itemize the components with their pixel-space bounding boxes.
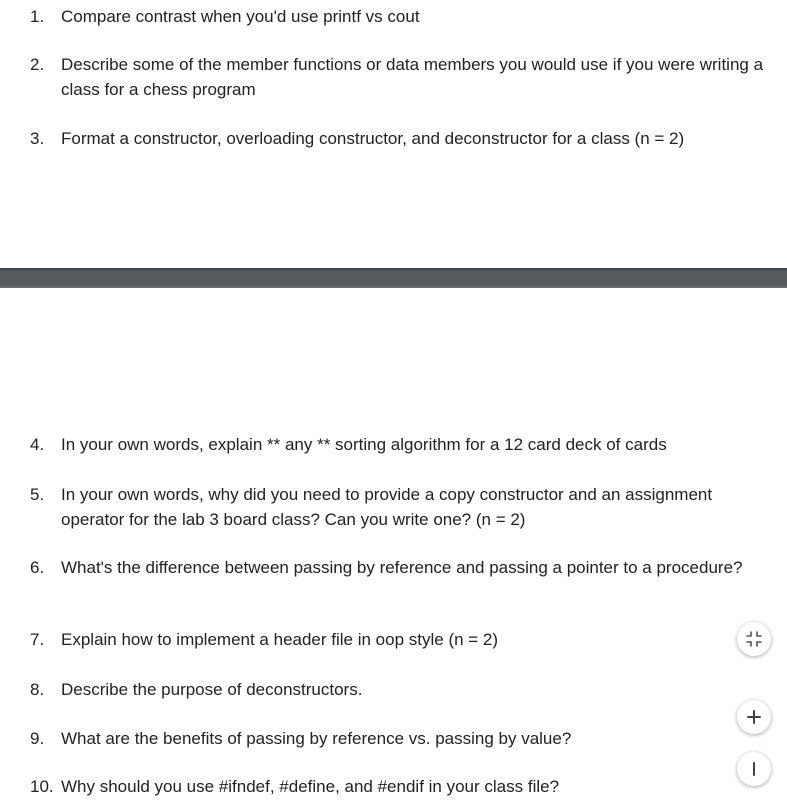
fit-page-icon	[745, 630, 763, 648]
question-number: 7.	[30, 630, 45, 649]
question-text: Explain how to implement a header file in oop style (n = 2)	[61, 630, 499, 649]
question-number: 5.	[30, 485, 45, 504]
question-text: In your own words, why did you need to provide a copy constructor and an assignment operator for the lab 3 board class? Can you write one? (n = 2)	[61, 485, 713, 529]
question-text: Format a constructor, overloading constructor, and deconstructor for a class (n = 2)	[61, 129, 685, 148]
question-number: 4.	[30, 435, 45, 454]
zoom-out-button[interactable]	[737, 752, 771, 786]
question-number: 10.	[30, 777, 54, 796]
question-number: 3.	[30, 129, 45, 148]
question-text: What are the benefits of passing by reference vs. passing by value?	[61, 729, 572, 748]
question-2	[30, 52, 775, 102]
page-separator	[0, 268, 787, 288]
question-text: Why should you use #ifndef, #define, and #endif in your class file?	[61, 777, 560, 796]
question-number: 1.	[30, 7, 45, 26]
question-number: 2.	[30, 55, 45, 74]
question-text: In your own words, explain ** any ** sorting algorithm for a 12 card deck of cards	[61, 435, 667, 454]
question-9	[30, 726, 775, 751]
question-7	[30, 627, 775, 652]
question-number: 9.	[30, 729, 45, 748]
question-text: What's the difference between passing by reference and passing a pointer to a procedure?	[61, 558, 743, 577]
question-8	[30, 677, 775, 702]
zoom-in-button[interactable]	[737, 700, 771, 734]
document-page-1	[0, 0, 787, 268]
question-6	[30, 555, 775, 580]
question-text: Compare contrast when you'd use printf vs cout	[61, 7, 420, 26]
document-page-2	[0, 288, 787, 812]
question-text: Describe the purpose of deconstructors.	[61, 680, 363, 699]
minus-icon	[746, 761, 762, 777]
question-text: Describe some of the member functions or data members you would use if you were writing a class for a chess program	[61, 55, 764, 99]
question-3	[30, 126, 775, 151]
question-1	[30, 4, 775, 29]
question-number: 8.	[30, 680, 45, 699]
question-5	[30, 482, 775, 532]
question-10	[30, 774, 775, 799]
fit-page-button[interactable]	[737, 622, 771, 656]
plus-icon	[746, 709, 762, 725]
question-number: 6.	[30, 558, 45, 577]
question-4	[30, 432, 775, 457]
